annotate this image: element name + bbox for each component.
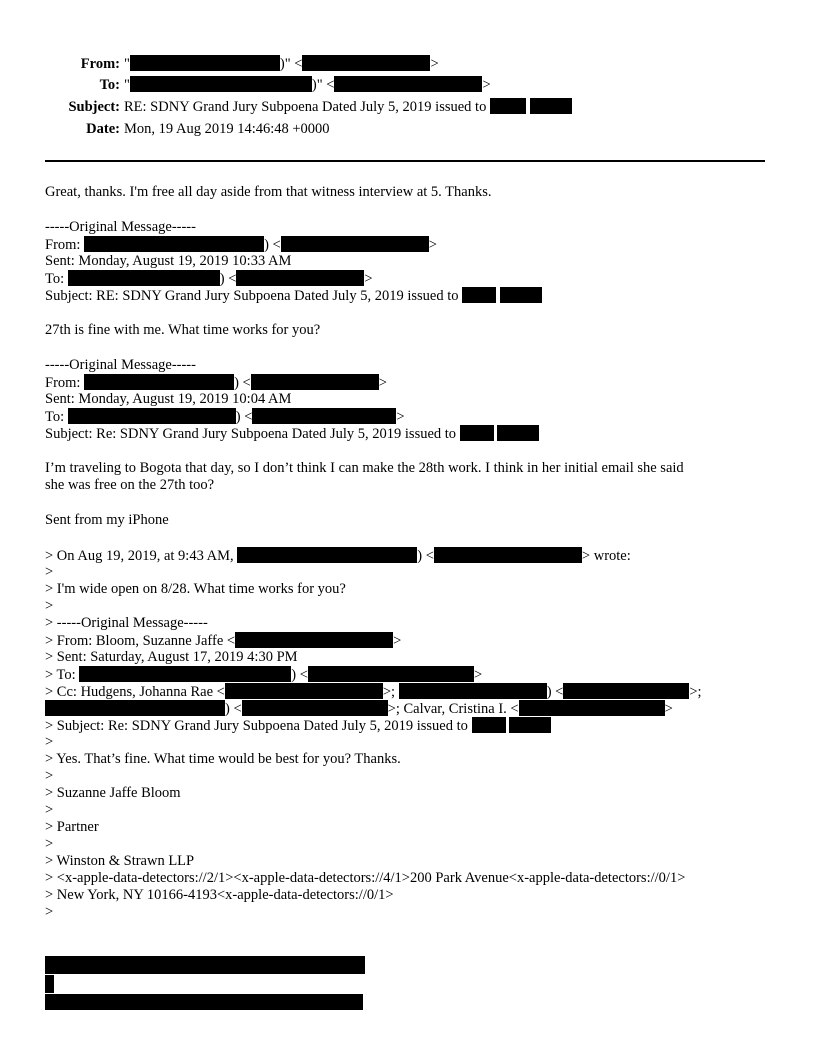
from-label: From: xyxy=(80,56,120,72)
quoted-from: > From: Bloom, Suzanne Jaffe < > xyxy=(45,633,402,649)
quoted-title: > Partner xyxy=(45,819,99,835)
redaction xyxy=(252,408,396,424)
from-value: " )" < > xyxy=(124,56,439,72)
orig2-to: To: ) < > xyxy=(45,409,405,425)
orig1-from: From: ) < > xyxy=(45,237,437,253)
redaction xyxy=(68,408,236,424)
redaction xyxy=(460,425,494,441)
redaction xyxy=(130,55,280,71)
orig1-subject: Subject: RE: SDNY Grand Jury Subpoena Dated July 5, 2019 issued to xyxy=(45,287,765,304)
redaction xyxy=(334,76,482,92)
quoted-name: > Suzanne Jaffe Bloom xyxy=(45,785,181,801)
redaction xyxy=(399,683,547,699)
redaction-block xyxy=(45,975,54,993)
redaction xyxy=(530,98,572,114)
reply1: 27th is fine with me. What time works for you? xyxy=(45,322,321,338)
redaction xyxy=(434,547,582,563)
redaction xyxy=(308,666,474,682)
redaction-block xyxy=(45,956,365,974)
quoted-wide-open: > I'm wide open on 8/28. What time works for you? xyxy=(45,581,346,597)
redaction xyxy=(84,374,234,390)
orig1-divider: -----Original Message----- xyxy=(45,219,196,235)
email-body xyxy=(45,184,765,921)
redaction xyxy=(251,374,379,390)
orig2-divider: -----Original Message----- xyxy=(45,357,196,373)
quote-marker: > xyxy=(45,598,54,614)
quoted-addr1: > <x-apple-data-detectors://2/1><x-apple-data-detectors://4/1>200 Park Avenue<x-apple-data-detectors://0/1> xyxy=(45,870,686,886)
redaction xyxy=(235,632,393,648)
redaction xyxy=(563,683,689,699)
redaction xyxy=(45,700,225,716)
redaction xyxy=(509,717,551,733)
reply2-line2: she was free on the 27th too? xyxy=(45,477,215,493)
quoted-cc-cont: ) < >; Calvar, Cristina I. < > xyxy=(45,700,765,717)
subject-label: Subject: xyxy=(68,99,120,115)
to-value: " )" < > xyxy=(124,77,491,93)
redaction xyxy=(237,547,417,563)
redaction xyxy=(462,287,496,303)
quoted-addr2: > New York, NY 10166-4193<x-apple-data-detectors://0/1> xyxy=(45,887,394,903)
date-label: Date: xyxy=(86,121,120,137)
quoted-sent: > Sent: Saturday, August 17, 2019 4:30 PM xyxy=(45,649,298,665)
redaction xyxy=(68,270,220,286)
quoted-subject: > Subject: Re: SDNY Grand Jury Subpoena Dated July 5, 2019 issued to xyxy=(45,717,765,734)
orig2-subject: Subject: Re: SDNY Grand Jury Subpoena Dated July 5, 2019 issued to xyxy=(45,425,765,442)
quoted-cc: > Cc: Hudgens, Johanna Rae < >; ) < >; xyxy=(45,684,702,700)
redaction xyxy=(225,683,383,699)
quoted-to: > To: ) < > xyxy=(45,667,483,683)
redaction xyxy=(79,666,291,682)
quote-marker: > xyxy=(45,904,54,920)
quote-marker: > xyxy=(45,768,54,784)
quote-marker: > xyxy=(45,802,54,818)
quoted-on: > On Aug 19, 2019, at 9:43 AM, ) < > wrote: xyxy=(45,548,631,564)
redaction xyxy=(84,236,264,252)
quote-marker: > xyxy=(45,734,54,750)
signature: Sent from my iPhone xyxy=(45,512,169,528)
redaction xyxy=(302,55,430,71)
redaction xyxy=(281,236,429,252)
to-label: To: xyxy=(99,77,120,93)
quoted-fine: > Yes. That’s fine. What time would be best for you? Thanks. xyxy=(45,751,401,767)
date-value: Mon, 19 Aug 2019 14:46:48 +0000 xyxy=(124,121,330,137)
orig1-to: To: ) < > xyxy=(45,271,373,287)
redaction xyxy=(490,98,526,114)
subject-value xyxy=(124,98,572,116)
redaction xyxy=(130,76,312,92)
quoted-divider: > -----Original Message----- xyxy=(45,615,208,631)
redaction xyxy=(497,425,539,441)
redaction xyxy=(242,700,388,716)
quoted-firm: > Winston & Strawn LLP xyxy=(45,853,195,869)
greeting: Great, thanks. I'm free all day aside from that witness interview at 5. Thanks. xyxy=(45,184,492,200)
redaction xyxy=(236,270,364,286)
redaction xyxy=(519,700,665,716)
orig1-sent: Sent: Monday, August 19, 2019 10:33 AM xyxy=(45,253,292,269)
header-divider xyxy=(45,160,765,162)
reply2-line1: I’m traveling to Bogota that day, so I don’t think I can make the 28th work. I think in her initial email she said xyxy=(45,460,684,476)
subject-text: RE: SDNY Grand Jury Subpoena Dated July 5, 2019 issued to xyxy=(124,99,487,115)
redaction xyxy=(472,717,506,733)
redaction xyxy=(500,287,542,303)
quote-marker: > xyxy=(45,836,54,852)
redaction-block xyxy=(45,994,363,1010)
orig2-from: From: ) < > xyxy=(45,375,387,391)
orig2-sent: Sent: Monday, August 19, 2019 10:04 AM xyxy=(45,391,292,407)
quote-marker: > xyxy=(45,564,54,580)
